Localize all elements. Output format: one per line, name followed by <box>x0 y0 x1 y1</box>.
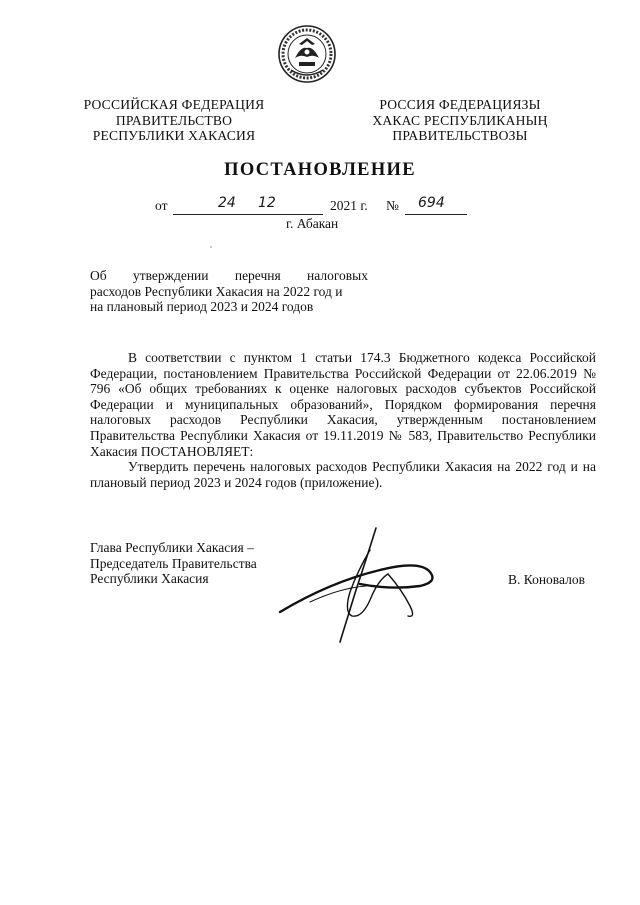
date-month: 12 <box>258 195 276 211</box>
header-right-line: ПРАВИТЕЛЬСТВОЗЫ <box>392 128 528 143</box>
signatory-name: В. Коновалов <box>508 572 585 587</box>
scan-dot <box>210 246 212 248</box>
subject-block <box>90 268 368 315</box>
date-year: 2021 г. <box>330 198 368 213</box>
header-right-line: ХАКАС РЕСПУБЛИКАНЫҢ <box>372 112 548 128</box>
number-sign: № <box>386 198 399 213</box>
date-underline <box>173 214 323 215</box>
header-right-line: РОССИЯ ФЕДЕРАЦИЯЗЫ <box>379 97 541 112</box>
date-day: 24 <box>218 195 236 211</box>
header-left-line: РОССИЙСКАЯ ФЕДЕРАЦИЯ <box>83 97 265 112</box>
header-left <box>76 97 272 144</box>
date-prefix: от <box>155 198 168 213</box>
body-text <box>90 350 596 490</box>
body-paragraph: В соответствии с пунктом 1 статьи 174.3 Бюджетного кодекса Российской Федерации, постановлением Правительства Российской Федерации от 22.06.2019 № 796 «Об общих требованиях к оценке налоговых расходов субъектов Российской Федерации и муниципальных образований», Порядком формирования перечня налоговых расходов Республики Хакасия, утвержденным постановлением Правительства Республики Хакасия от 19.11.2019 № 583, Правительство Республики Хакасия ПОСТАНОВЛЯЕТ: <box>90 350 596 459</box>
document-type: ПОСТАНОВЛЕНИЕ <box>224 160 416 180</box>
city: г. Абакан <box>286 216 339 231</box>
body-paragraph: Утвердить перечень налоговых расходов Республики Хакасия на 2022 год и на плановый период 2023 и 2024 годов (приложение). <box>90 459 596 490</box>
header-left-line: ПРАВИТЕЛЬСТВО <box>115 112 233 128</box>
signatory-title-line: Председатель Правительства <box>90 555 257 571</box>
coat-of-arms-icon <box>277 24 337 84</box>
document-number: 694 <box>418 195 445 211</box>
handwritten-signature <box>270 520 450 650</box>
number-underline <box>405 214 467 215</box>
signatory-title-line: Глава Республики Хакасия – <box>90 540 254 555</box>
subject-line: на плановый период 2023 и 2024 годов <box>90 299 314 314</box>
signatory-title-line: Республики Хакасия <box>90 571 209 587</box>
subject-line: Об утверждении перечня налоговых <box>90 268 368 283</box>
subject-line: расходов Республики Хакасия на 2022 год и <box>90 283 343 299</box>
header-left-line: РЕСПУБЛИКИ ХАКАСИЯ <box>92 128 256 143</box>
signatory-title <box>90 540 257 587</box>
header-right <box>360 97 560 144</box>
